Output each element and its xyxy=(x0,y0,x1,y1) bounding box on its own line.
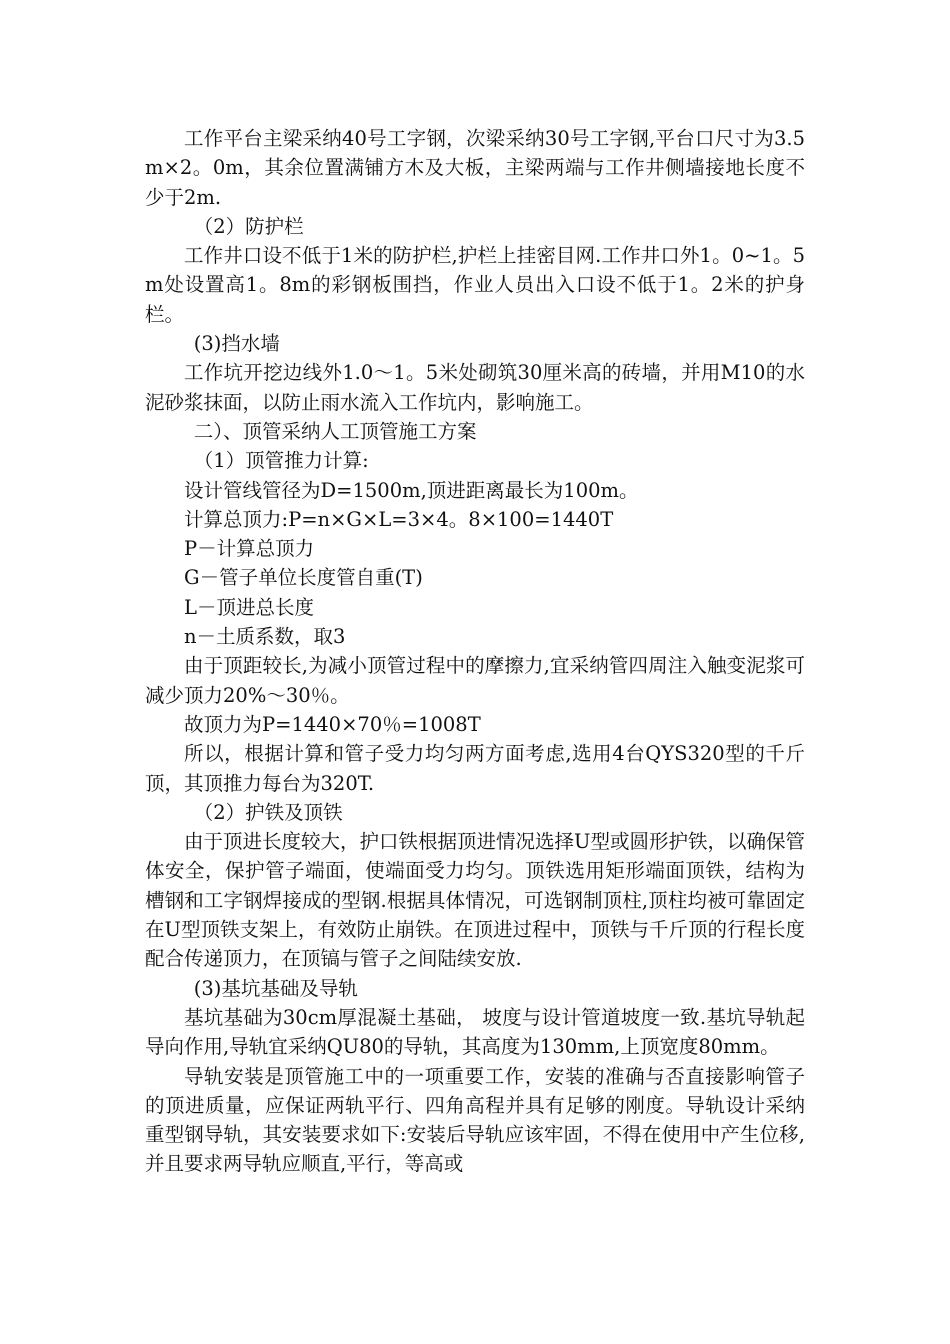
body-text xyxy=(145,124,805,1179)
heading-section-two: 二）、顶管采纳人工顶管施工方案 xyxy=(193,419,477,443)
heading-guardrail: （2）防护栏 xyxy=(193,214,304,238)
formula-total-force: 计算总顶力:P=n×G×L=3×4。8×100=1440T xyxy=(184,507,614,531)
paragraph-platform: 工作平台主梁采纳40号工字钢，次梁采纳30号工字钢,平台口尺寸为3.5m×2。0m，其余位置满铺方木及大板，主梁两端与工作井侧墙接地长度不少于2m. xyxy=(145,127,805,209)
legend-p: P－计算总顶力 xyxy=(184,537,315,561)
paragraph-pipe-diameter: 设计管线管径为D=1500m,顶进距离最长为100m。 xyxy=(184,478,639,502)
legend-n: n－土质系数，取3 xyxy=(184,625,346,649)
heading-retaining-wall: (3)挡水墙 xyxy=(193,332,280,356)
paragraph-foundation: 基坑基础为30cm厚混凝土基础， 坡度与设计管道坡度一致.基坑导轨起导向作用,导轨宜采纳QU80的导轨，其高度为130mm,上顶宽度80mm。 xyxy=(145,1005,805,1059)
formula-reduced-force: 故顶力为P=1440×70％=1008T xyxy=(184,712,481,736)
heading-guard-iron: （2）护铁及顶铁 xyxy=(193,800,343,824)
paragraph-friction: 由于顶距较长,为减小顶管过程中的摩擦力,宜采纳管四周注入触变泥浆可减少顶力20%～30％。 xyxy=(145,654,805,707)
paragraph-jack-selection: 所以，根据计算和管子受力均匀两方面考虑,选用4台QYS320型的千斤顶，其顶推力每台为320T. xyxy=(145,742,805,795)
paragraph-guard-iron: 由于顶进长度较大，护口铁根据顶进情况选择U型或圆形护铁，以确保管体安全，保护管子端面，使端面受力均匀。顶铁选用矩形端面顶铁，结构为槽钢和工字钢焊接成的型钢.根据具体情况，可选钢制顶柱,顶柱均被可靠固定在U型顶铁支架上，有效防止崩铁。在顶进过程中，顶铁与千斤顶的行程长度配合传递顶力，在顶镐与管子之间陆续安放. xyxy=(145,830,805,971)
legend-l: L－顶进总长度 xyxy=(184,595,314,619)
paragraph-guardrail: 工作井口设不低于1米的防护栏,护栏上挂密目网.工作井口外1。0~1。5m处设置高1。8m的彩钢板围挡，作业人员出入口设不低于1。2米的护身栏。 xyxy=(145,244,805,326)
legend-g: G－管子单位长度管自重(T) xyxy=(184,566,423,590)
heading-thrust-calc: （1）顶管推力计算: xyxy=(193,449,369,473)
paragraph-rail-install: 导轨安装是顶管施工中的一项重要工作，安装的准确与否直接影响管子的顶进质量，应保证两轨平行、四角高程并具有足够的刚度。导轨设计采纳重型钢导轨，其安装要求如下:安装后导轨应该牢固，不得在使用中产生位移,并且要求两导轨应顺直,平行，等高或 xyxy=(145,1064,805,1176)
heading-foundation-rail: (3)基坑基础及导轨 xyxy=(193,976,358,1000)
paragraph-retaining-wall: 工作坑开挖边线外1.0～1。5米处砌筑30厘米高的砖墙，并用M10的水泥砂浆抹面，以防止雨水流入工作坑内，影响施工。 xyxy=(145,361,805,414)
